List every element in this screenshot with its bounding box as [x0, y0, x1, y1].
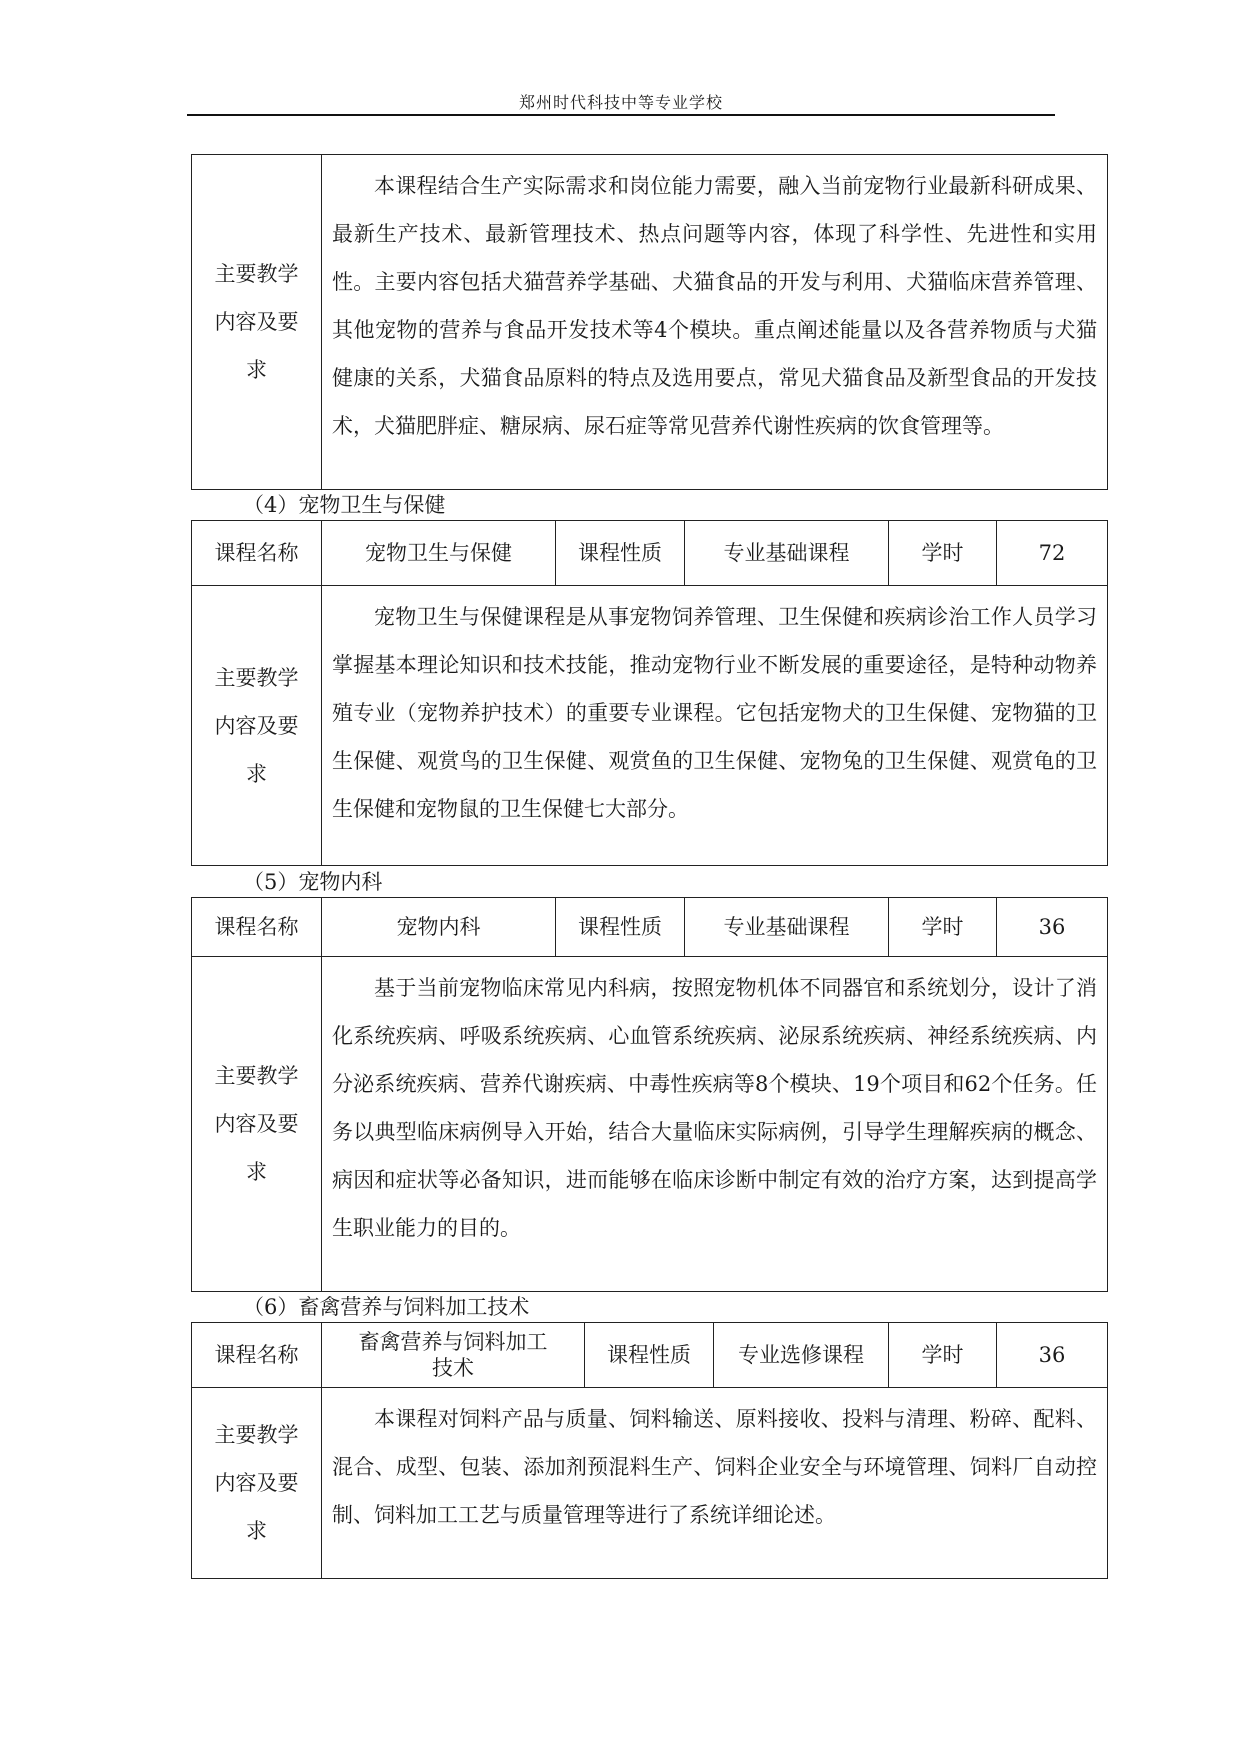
section-title-5: （5）宠物内科: [243, 870, 383, 894]
course-content-text: 基于当前宠物临床常见内科病，按照宠物机体不同器官和系统划分，设计了消化系统疾病、呼吸系统疾病、心血管系统疾病、泌尿系统疾病、神经系统疾病、内分泌系统疾病、营养代谢疾病、中毒性疾病等8个模块、19个项目和62个任务。任务以典型临床病例导入开始，结合大量临床实际病例，引导学生理解疾病的概念、病因和症状等必备知识，进而能够在临床诊断中制定有效的治疗方案，达到提高学生职业能力的目的。: [332, 976, 1097, 1240]
course-nature-label: 课程性质: [556, 521, 685, 585]
course-content-table-4: [191, 585, 1108, 866]
course-content-text: 本课程结合生产实际需求和岗位能力需要，融入当前宠物行业最新科研成果、最新生产技术、最新管理技术、热点问题等内容，体现了科学性、先进性和实用性。主要内容包括犬猫营养学基础、犬猫食品的开发与利用、犬猫临床营养管理、其他宠物的营养与食品开发技术等4个模块。重点阐述能量以及各营养物质与犬猫健康的关系，犬猫食品原料的特点及选用要点，常见犬猫食品及新型食品的开发技术，犬猫肥胖症、糖尿病、尿石症等常见营养代谢性疾病的饮食管理等。: [332, 174, 1097, 438]
section-title-6: （6）畜禽营养与饲料加工技术: [243, 1295, 530, 1319]
content-label: 主要教学内容及要求: [192, 155, 322, 489]
course-header-row-6: [191, 1322, 1108, 1388]
hours-label: 学时: [889, 898, 997, 956]
hours-value: 72: [1038, 541, 1066, 565]
course-content-table-3: [191, 154, 1108, 490]
course-name-value: 宠物内科: [322, 898, 556, 956]
course-nature-value: 专业基础课程: [685, 521, 889, 585]
course-nature-value: 专业基础课程: [685, 898, 889, 956]
course-nature-value: 专业选修课程: [714, 1323, 889, 1387]
hours-value: 36: [1038, 1343, 1066, 1367]
hours-label: 学时: [889, 521, 997, 585]
course-content-table-6: [191, 1387, 1108, 1579]
content-label: 主要教学内容及要求: [192, 957, 322, 1291]
section-title-4: （4）宠物卫生与保健: [243, 493, 446, 517]
course-header-row-4: [191, 520, 1108, 586]
course-content-table-5: [191, 956, 1108, 1292]
hours-label: 学时: [889, 1323, 997, 1387]
content-label: 主要教学内容及要求: [192, 586, 322, 865]
course-header-row-5: [191, 897, 1108, 957]
course-nature-label: 课程性质: [556, 898, 685, 956]
course-name-label: 课程名称: [192, 898, 322, 956]
course-name-label: 课程名称: [192, 1323, 322, 1387]
header-rule: [187, 114, 1055, 116]
hours-value: 36: [1038, 915, 1066, 939]
course-name-value: 畜禽营养与饲料加工技术: [322, 1323, 585, 1387]
course-content-text: 本课程对饲料产品与质量、饲料输送、原料接收、投料与清理、粉碎、配料、混合、成型、包装、添加剂预混料生产、饲料企业安全与环境管理、饲料厂自动控制、饲料加工工艺与质量管理等进行了系统详细论述。: [332, 1407, 1097, 1527]
course-name-label: 课程名称: [192, 521, 322, 585]
page-header: 郑州时代科技中等专业学校: [518, 93, 723, 112]
course-content-text: 宠物卫生与保健课程是从事宠物饲养管理、卫生保健和疾病诊治工作人员学习掌握基本理论知识和技术技能，推动宠物行业不断发展的重要途径，是特种动物养殖专业（宠物养护技术）的重要专业课程。它包括宠物犬的卫生保健、宠物猫的卫生保健、观赏鸟的卫生保健、观赏鱼的卫生保健、宠物兔的卫生保健、观赏龟的卫生保健和宠物鼠的卫生保健七大部分。: [332, 605, 1097, 821]
course-nature-label: 课程性质: [585, 1323, 714, 1387]
content-label: 主要教学内容及要求: [192, 1388, 322, 1578]
course-name-value: 宠物卫生与保健: [322, 521, 556, 585]
